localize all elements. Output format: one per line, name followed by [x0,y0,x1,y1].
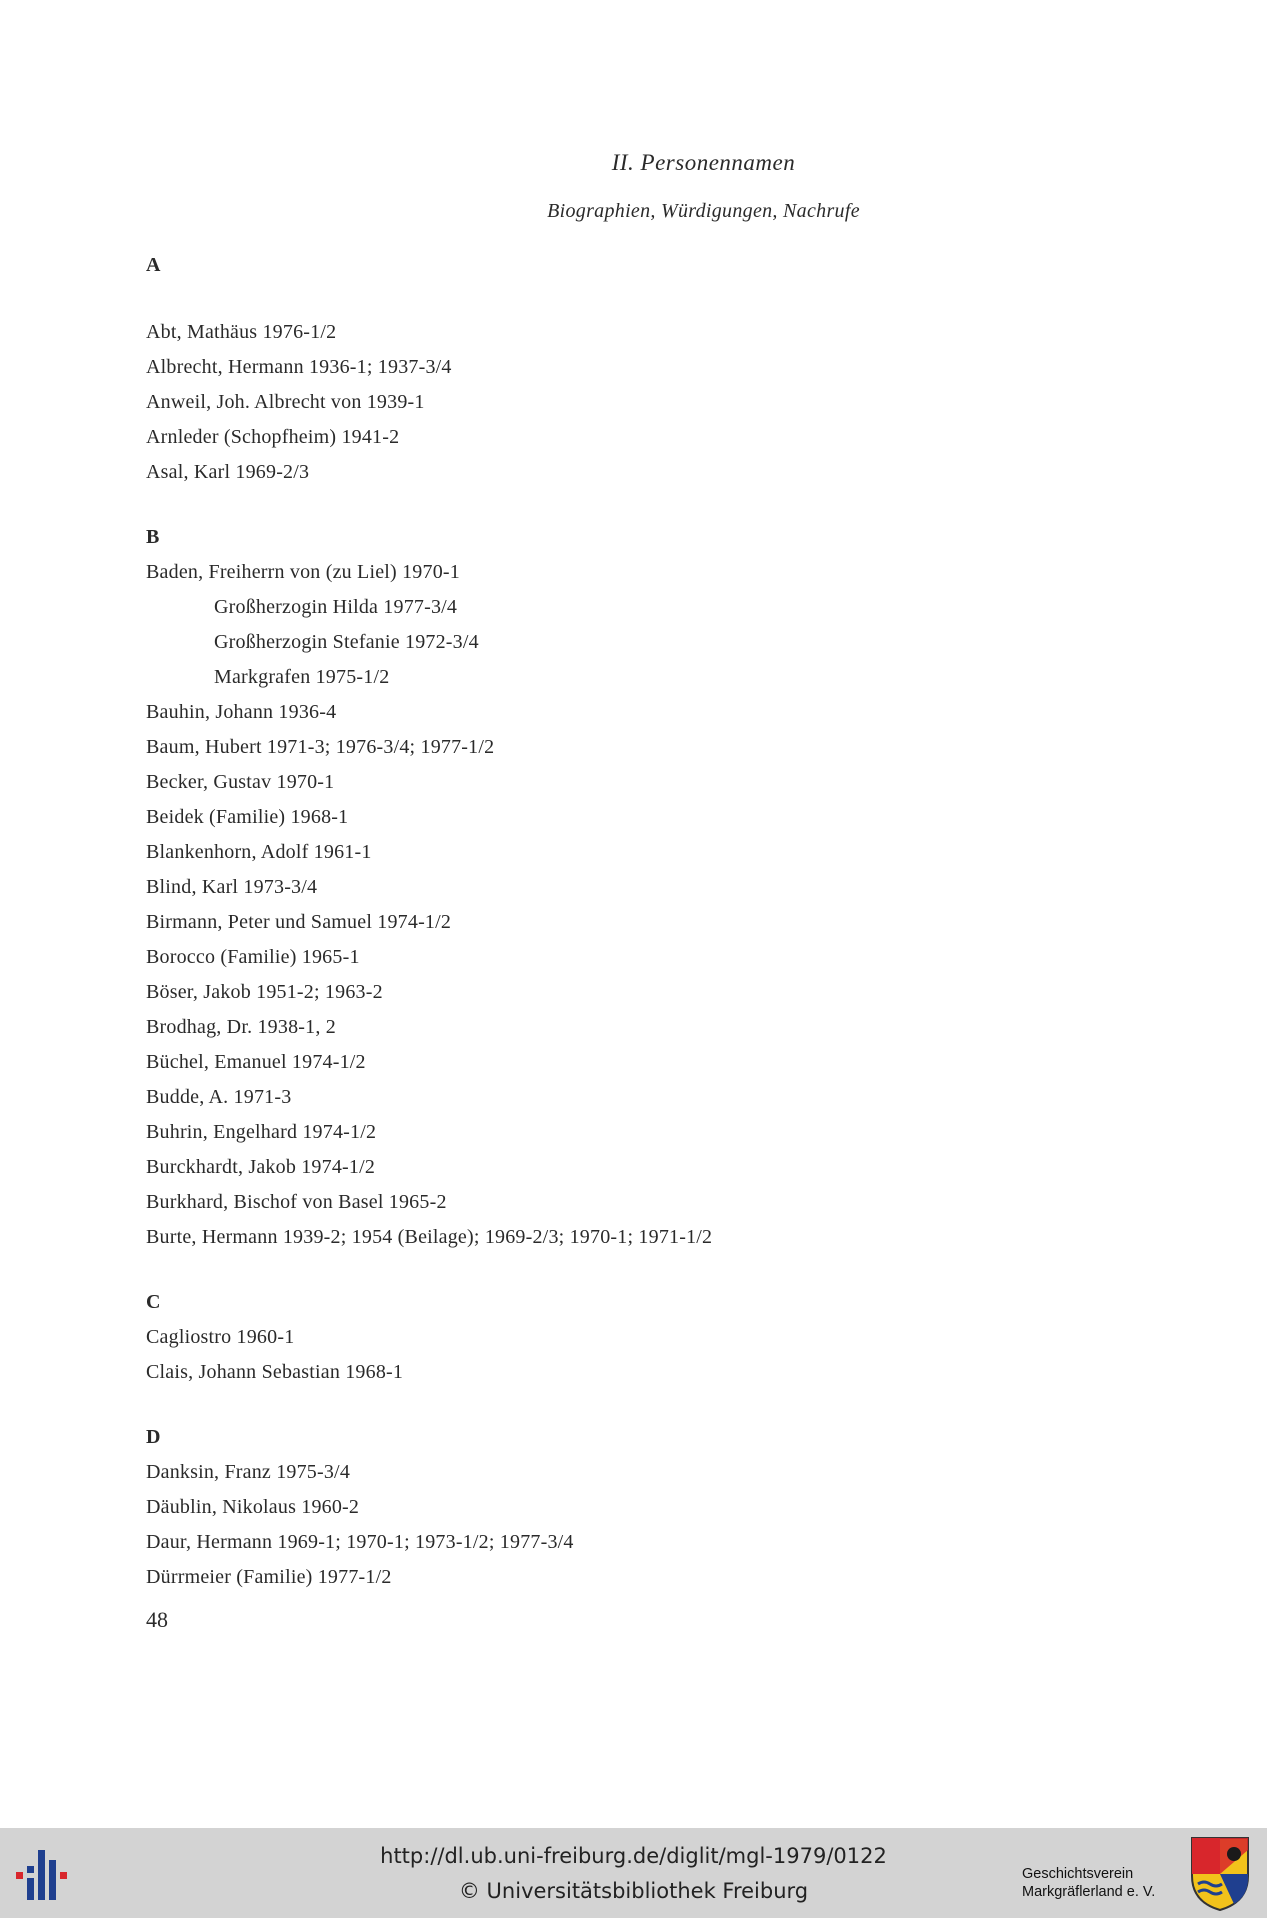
index-entry: Budde, A. 1971-3 [146,1086,292,1108]
index-entry: Dürrmeier (Familie) 1977-1/2 [146,1566,392,1588]
index-entry: Großherzogin Stefanie 1972-3/4 [214,631,479,653]
index-entry: Büchel, Emanuel 1974-1/2 [146,1051,366,1073]
index-entry: Arnleder (Schopfheim) 1941-2 [146,426,400,448]
index-entry: Burckhardt, Jakob 1974-1/2 [146,1156,376,1178]
section-letter: A [146,254,161,276]
index-entry: Daur, Hermann 1969-1; 1970-1; 1973-1/2; 1977-3/4 [146,1531,574,1553]
index-entry: Borocco (Familie) 1965-1 [146,946,360,968]
index-entry: Großherzogin Hilda 1977-3/4 [214,596,458,618]
index-entry: Abt, Mathäus 1976-1/2 [146,321,337,343]
index-entry: Danksin, Franz 1975-3/4 [146,1461,351,1483]
permalink-link[interactable]: http://dl.ub.uni-freiburg.de/diglit/mgl-1979/0122 [380,1844,887,1868]
index-entry: Blind, Karl 1973-3/4 [146,876,318,898]
index-entry: Clais, Johann Sebastian 1968-1 [146,1361,404,1383]
index-entry: Cagliostro 1960-1 [146,1326,295,1348]
index-entry: Brodhag, Dr. 1938-1, 2 [146,1016,336,1038]
index-entry: Albrecht, Hermann 1936-1; 1937-3/4 [146,356,452,378]
page-number: 48 [146,1607,168,1632]
index-entry: Becker, Gustav 1970-1 [146,771,335,793]
index-entry: Burte, Hermann 1939-2; 1954 (Beilage); 1969-2/3; 1970-1; 1971-1/2 [146,1226,713,1248]
index-entry: Beidek (Familie) 1968-1 [146,806,349,828]
copyright-text: © Universitätsbibliothek Freiburg [458,1879,809,1903]
name-index [146,250,1146,1595]
index-entry: Birmann, Peter und Samuel 1974-1/2 [146,911,452,933]
index-entry: Markgrafen 1975-1/2 [214,666,390,688]
coat-of-arms-icon [1190,1836,1250,1912]
index-entry: Bauhin, Johann 1936-4 [146,701,337,723]
index-entry: Buhrin, Engelhard 1974-1/2 [146,1121,377,1143]
index-entry: Böser, Jakob 1951-2; 1963-2 [146,981,383,1003]
index-entry: Baum, Hubert 1971-3; 1976-3/4; 1977-1/2 [146,736,495,758]
index-entry: Baden, Freiherrn von (zu Liel) 1970-1 [146,561,460,583]
page-title: II. Personennamen [611,150,796,175]
society-line-1: Geschichtsverein [1022,1866,1134,1882]
section-letter: B [146,526,160,548]
index-entry: Asal, Karl 1969-2/3 [146,461,310,483]
society-name [1022,1865,1155,1901]
section-letter: D [146,1426,161,1448]
index-entry: Burkhard, Bischof von Basel 1965-2 [146,1191,447,1213]
page-subtitle: Biographien, Würdigungen, Nachrufe [547,200,860,222]
index-entry: Anweil, Joh. Albrecht von 1939-1 [146,391,425,413]
footer-bar [0,1828,1267,1918]
society-line-2: Markgräflerland e. V. [1022,1884,1156,1900]
index-entry: Blankenhorn, Adolf 1961-1 [146,841,372,863]
section-letter: C [146,1291,161,1313]
index-entry: Däublin, Nikolaus 1960-2 [146,1496,360,1518]
